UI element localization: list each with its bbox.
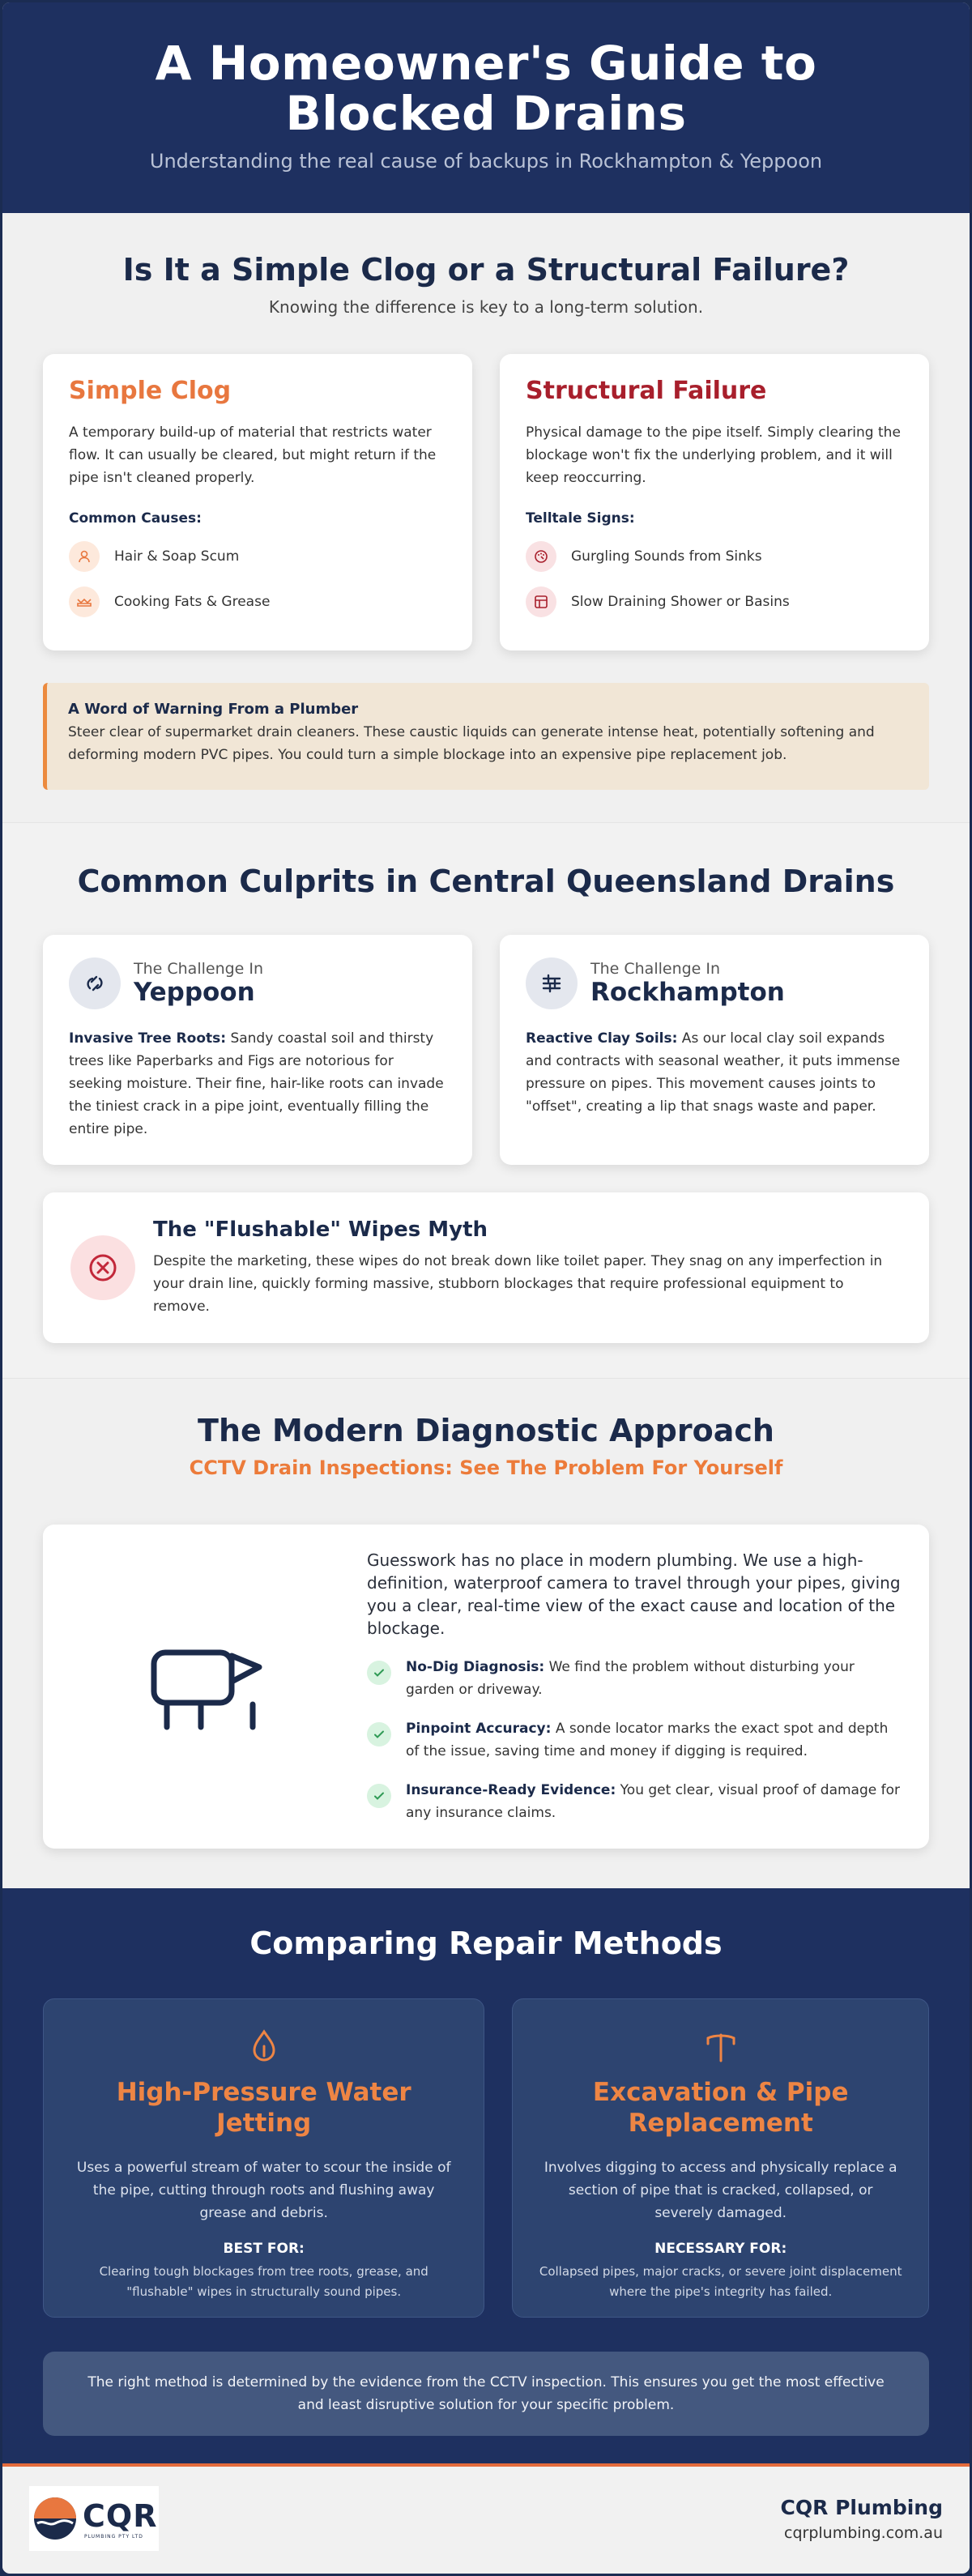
layout-icon bbox=[526, 586, 556, 617]
tree-roots-icon bbox=[69, 957, 121, 1009]
wipes-myth-body: Despite the marketing, these wipes do not break down like toilet paper. They snag on any imperfection in your drain line, quickly forming massive, stubborn blockages that require professional equipment to remove. bbox=[153, 1253, 883, 1315]
excavation-card bbox=[512, 1998, 929, 2318]
benefit-detail: We find the problem without disturbing your garden or driveway. bbox=[406, 1659, 855, 1698]
clog-vs-failure-section bbox=[2, 213, 970, 822]
region-name: Rockhampton bbox=[590, 978, 785, 1007]
method-title-line-2: Jetting bbox=[216, 2109, 312, 2138]
brand-url-link[interactable]: cqrplumbing.com.au bbox=[784, 2523, 943, 2542]
cause-item bbox=[69, 541, 446, 572]
repair-methods-title: Comparing Repair Methods bbox=[249, 1926, 723, 1961]
cause-label: Cooking Fats & Grease bbox=[114, 594, 271, 610]
region-cause: Invasive Tree Roots: bbox=[69, 1030, 227, 1047]
yeppoon-card bbox=[43, 935, 472, 1165]
method-description: Uses a powerful stream of water to scour the inside of the pipe, cutting through roots and flushing away grease and debris. bbox=[76, 2160, 451, 2221]
benefit-item bbox=[367, 1656, 905, 1701]
method-title-line-1: High-Pressure Water bbox=[116, 2078, 411, 2107]
method-title bbox=[539, 2077, 902, 2139]
simple-clog-description: A temporary build-up of material that restricts water flow. It can usually be cleared, but might return if the pipe isn't cleaned properly. bbox=[69, 424, 437, 486]
method-use-value: Collapsed pipes, major cracks, or severe joint displacement where the pipe's integrity has failed. bbox=[539, 2264, 902, 2299]
warning-body: Steer clear of supermarket drain cleaners. These caustic liquids can generate intense heat, potentially softening and deforming modern PVC pipes. You could turn a simple blockage into an expensive pipe replacement job. bbox=[68, 724, 875, 763]
method-description: Involves digging to access and physically replace a section of pipe that is cracked, collapsed, or severely damaged. bbox=[544, 2160, 897, 2221]
sign-label: Slow Draining Shower or Basins bbox=[571, 594, 790, 610]
diagnostic-title: The Modern Diagnostic Approach bbox=[198, 1413, 774, 1448]
rockhampton-card bbox=[500, 935, 929, 1165]
common-causes-label: Common Causes: bbox=[69, 510, 202, 527]
gauge-icon bbox=[526, 541, 556, 572]
sliders-icon bbox=[526, 957, 578, 1009]
page-title-line-1: A Homeowner's Guide to bbox=[155, 36, 817, 91]
sign-item bbox=[526, 541, 903, 572]
method-use-value: Clearing tough blockages from tree roots, grease, and "flushable" wipes in structurally sound pipes. bbox=[99, 2264, 428, 2299]
benefit-item bbox=[367, 1779, 905, 1824]
logo-subtext: PLUMBING PTY LTD bbox=[84, 2533, 143, 2540]
benefit-title: Pinpoint Accuracy: bbox=[406, 1721, 552, 1737]
cctv-inspection-card bbox=[43, 1525, 929, 1849]
repair-method-note: The right method is determined by the evidence from the CCTV inspection. This ensures you get the most effective and least disruptive solution for your specific problem. bbox=[43, 2352, 929, 2436]
method-title bbox=[70, 2077, 458, 2139]
region-detail: As our local clay soil expands and contracts with seasonal weather, it puts immense pressure on pipes. This movement causes joints to "offset", creating a lip that snags waste and paper. bbox=[526, 1030, 901, 1115]
structural-failure-description: Physical damage to the pipe itself. Simply clearing the blockage won't fix the underlying problem, and it will keep reoccurring. bbox=[526, 424, 901, 486]
method-use-label: NECESSARY FOR: bbox=[654, 2241, 787, 2257]
benefit-title: Insurance-Ready Evidence: bbox=[406, 1782, 616, 1798]
benefit-text bbox=[406, 1779, 905, 1824]
plumber-warning-callout bbox=[43, 683, 929, 790]
method-use-label: BEST FOR: bbox=[223, 2241, 305, 2257]
pickaxe-icon bbox=[539, 2028, 902, 2066]
wipes-myth-card bbox=[43, 1192, 929, 1343]
grease-icon bbox=[69, 586, 100, 617]
page-subtitle: Understanding the real cause of backups in Rockhampton & Yeppoon bbox=[149, 150, 823, 173]
page-title-line-2: Blocked Drains bbox=[285, 86, 687, 141]
check-icon bbox=[367, 1661, 391, 1685]
simple-clog-card bbox=[43, 354, 472, 650]
clog-vs-failure-title: Is It a Simple Clog or a Structural Failure? bbox=[122, 252, 850, 288]
cctv-camera-icon bbox=[43, 1549, 367, 1824]
benefit-text bbox=[406, 1717, 905, 1763]
method-title-line-1: Excavation & Pipe bbox=[592, 2078, 849, 2107]
cause-label: Hair & Soap Scum bbox=[114, 548, 240, 565]
water-drop-icon bbox=[70, 2028, 458, 2066]
warning-title: A Word of Warning From a Plumber bbox=[68, 701, 359, 718]
cause-item bbox=[69, 586, 446, 617]
wipes-myth-title: The "Flushable" Wipes Myth bbox=[153, 1218, 488, 1242]
benefit-title: No-Dig Diagnosis: bbox=[406, 1659, 545, 1675]
diagnostic-intro: Guesswork has no place in modern plumbing. We use a high-definition, waterproof camera to travel through your pipes, giving you a clear, real-time view of the exact cause and location of the blockage. bbox=[367, 1550, 901, 1638]
challenge-label: The Challenge In bbox=[134, 960, 264, 978]
x-circle-icon bbox=[70, 1235, 135, 1300]
structural-failure-title: Structural Failure bbox=[526, 377, 767, 405]
repair-methods-section bbox=[2, 1888, 970, 2463]
region-description bbox=[69, 1027, 446, 1141]
diagnostic-section bbox=[2, 1378, 970, 1888]
cqr-logo[interactable] bbox=[29, 2486, 159, 2551]
region-cause: Reactive Clay Soils: bbox=[526, 1030, 678, 1047]
person-icon bbox=[69, 541, 100, 572]
region-name: Yeppoon bbox=[134, 978, 255, 1007]
culprits-title: Common Culprits in Central Queensland Drains bbox=[77, 864, 895, 899]
page-footer bbox=[2, 2463, 970, 2570]
brand-name: CQR Plumbing bbox=[780, 2495, 943, 2519]
logo-wordmark: CQR bbox=[83, 2497, 158, 2534]
water-jetting-card bbox=[43, 1998, 484, 2318]
sign-item bbox=[526, 586, 903, 617]
method-title-line-2: Replacement bbox=[628, 2109, 813, 2138]
diagnostic-subtitle: CCTV Drain Inspections: See The Problem For Yourself bbox=[189, 1456, 783, 1479]
structural-failure-card bbox=[500, 354, 929, 650]
benefit-text bbox=[406, 1656, 905, 1701]
sign-label: Gurgling Sounds from Sinks bbox=[571, 548, 762, 565]
hero-banner bbox=[2, 2, 970, 213]
check-icon bbox=[367, 1784, 391, 1808]
logo-mark-icon bbox=[32, 2496, 78, 2541]
benefit-detail: You get clear, visual proof of damage for any insurance claims. bbox=[406, 1782, 900, 1821]
simple-clog-title: Simple Clog bbox=[69, 377, 232, 405]
region-detail: Sandy coastal soil and thirsty trees like Paperbarks and Figs are notorious for seeking moisture. Their fine, hair-like roots can invade the tiniest crack in a pipe joint, eventually filling the entire pipe. bbox=[69, 1030, 444, 1137]
challenge-label: The Challenge In bbox=[590, 960, 721, 978]
benefit-detail: A sonde locator marks the exact spot and depth of the issue, saving time and money if digging is required. bbox=[406, 1721, 889, 1759]
page-title bbox=[2, 38, 970, 139]
clog-vs-failure-subtitle: Knowing the difference is key to a long-term solution. bbox=[268, 297, 704, 317]
benefit-item bbox=[367, 1717, 905, 1763]
check-icon bbox=[367, 1722, 391, 1746]
telltale-signs-label: Telltale Signs: bbox=[526, 510, 635, 527]
region-description bbox=[526, 1027, 903, 1118]
culprits-section bbox=[2, 822, 970, 1378]
footer-brand bbox=[781, 2496, 943, 2542]
